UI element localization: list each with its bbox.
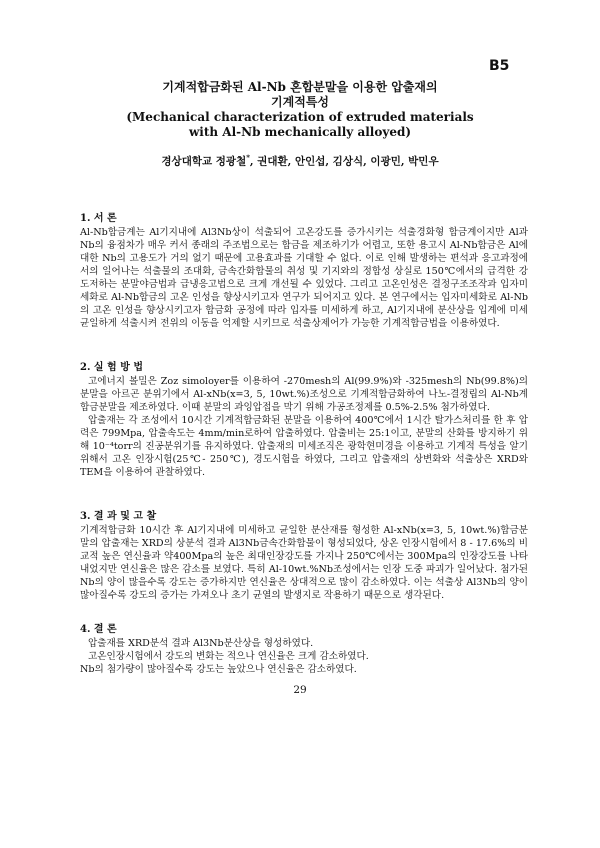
page-number: 29 — [293, 684, 307, 696]
affiliation: 경상대학교 — [161, 155, 213, 168]
paragraph: Al-Nb합금계는 Al기지내에 Al3Nb상이 석출되어 고온강도를 증가시키는 석출경화형 합금계이지만 Al과 Nb의 융점차가 매우 커서 종래의 주조법으로는 합금을 제조하기가 어렵고, 또한 용고시 Al-Nb합금은 Al에대한 Nb의 고용도가 거의 없기 때문에 고용효과를 기대할 수 없다. 이로 인해 발생하는 편석과 응고과정에서의 일어나는 석출물의 조대화, 금속간화합물의 취성 및 기지와의 정합성 상실로 150℃에서의 급격한 강도저하는 분말야금법과 급냉응고법으로 크게 개선될 수 있었다. 그리고 고온인성은 결정구조조작과 입자미세화로 Al-Nb합금의 고온 인성을 향상시키고자 연구가 되어지고 있다. 본 연구에서는 입자미세화로 Al-Nb의 고온 인성을 향상시키고자 합금화 공정에 따라 입자를 미세하게 하고, Al기지내에 분산상을 입계에 미세 균일하게 석출시켜 전위의 이동을 억제할 시키므로 석출상제어가 가능한 기계적합금법을 이용하였다. — [80, 227, 528, 329]
section-heading: 1. 서 론 — [80, 213, 117, 224]
title-english-line-1: (Mechanical characterization of extruded materials — [126, 110, 474, 124]
section-heading: 4. 결 론 — [80, 624, 117, 635]
section-heading: 2. 실 험 방 법 — [80, 362, 144, 373]
author-list — [0, 153, 600, 169]
lead-author: 정광철 — [215, 155, 247, 168]
paper-title — [0, 80, 600, 140]
title-korean-line-2: 기계적특성 — [271, 95, 329, 109]
conclusion-line: Nb의 첨가량이 많아질수록 강도는 높았으나 연신율은 감소하였다. — [80, 664, 357, 675]
paragraph: 압출재는 각 조성에서 10시간 기계적합금화된 분말을 이용하여 400℃에서 1시간 탈가스처리를 한 후 압력은 799Mpa, 압출속도는 4mm/min로하여 압출하였다. 압출비는 25:1이고, 분말의 산화를 방지하기 위해 10⁻⁴torr의 진공분위기를 유지하였다. 압출재의 미세조직은 광학현미경을 이용하고 기계적 특성을 알기 위해서 고온 인장시험(25℃- 250℃), 경도시험을 하였다, 그리고 압출재의 상변화와 석출상은 XRD와 TEM을 이용하여 관찰하였다. — [80, 415, 528, 478]
co-authors: , 권대환, 안인섭, 김상식, 이광민, 박민우 — [249, 155, 439, 168]
section-introduction — [80, 212, 528, 330]
title-english-line-2: with Al-Nb mechanically alloyed) — [188, 125, 412, 139]
section-conclusion — [80, 623, 528, 676]
section-results — [80, 510, 528, 602]
paragraph: 고에너지 볼밀은 Zoz simoloyer를 이용하여 -270mesh의 Al(99.9%)와 -325mesh의 Nb(99.8%)의 분말을 아르곤 분위기에서 Al-xNb(x=3, 5, 10wt.%)조성으로 기계적합금화하여 나노-결정립의 Al-Nb계합금분말을 제조하였다. 이때 분말의 과잉압접을 막기 위해 가공조정제를 0.5%-2.5% 첨가하였다. — [80, 376, 528, 413]
section-code: B5 — [489, 58, 510, 74]
conclusion-line: 압출재를 XRD분석 결과 Al3Nb분산상을 형성하였다. — [88, 638, 314, 649]
conclusion-line: 고온인장시험에서 강도의 변화는 적으나 연신율은 크게 감소하였다. — [88, 651, 369, 662]
paragraph: 기계적합금화 10시간 후 Al기지내에 미세하고 균일한 분산재를 형성한 Al-xNb(x=3, 5, 10wt.%)합금분말의 압출재는 XRD의 상분석 결과 Al3Nb금속간화합물이 형성되었다, 상온 인장시험에서 8 - 17.6%의 비교적 높은 연신율과 약400Mpa의 높은 최대인장강도를 가지나 250℃에서는 300Mpa의 인장강도를 나타내었지만 연신율은 많은 감소를 보였다. 특히 Al-10wt.%Nb조성에서는 인장 도중 파괴가 일어났다. 첨가된 Nb의 양이 많을수록 강도는 증가하지만 연신율은 상대적으로 많이 감소하였다. 이는 석출상 Al3Nb의 양이 많아질수록 강도의 증가는 가져오나 초기 균열의 발생지로 작용하기 때문으로 생각된다. — [80, 525, 528, 601]
section-heading: 3. 결 과 및 고 찰 — [80, 511, 157, 522]
section-methods — [80, 361, 528, 479]
title-korean-line-1: 기계적합금화된 Al-Nb 혼합분말을 이용한 압출재의 — [162, 80, 438, 94]
corresponding-mark: * — [246, 153, 250, 162]
